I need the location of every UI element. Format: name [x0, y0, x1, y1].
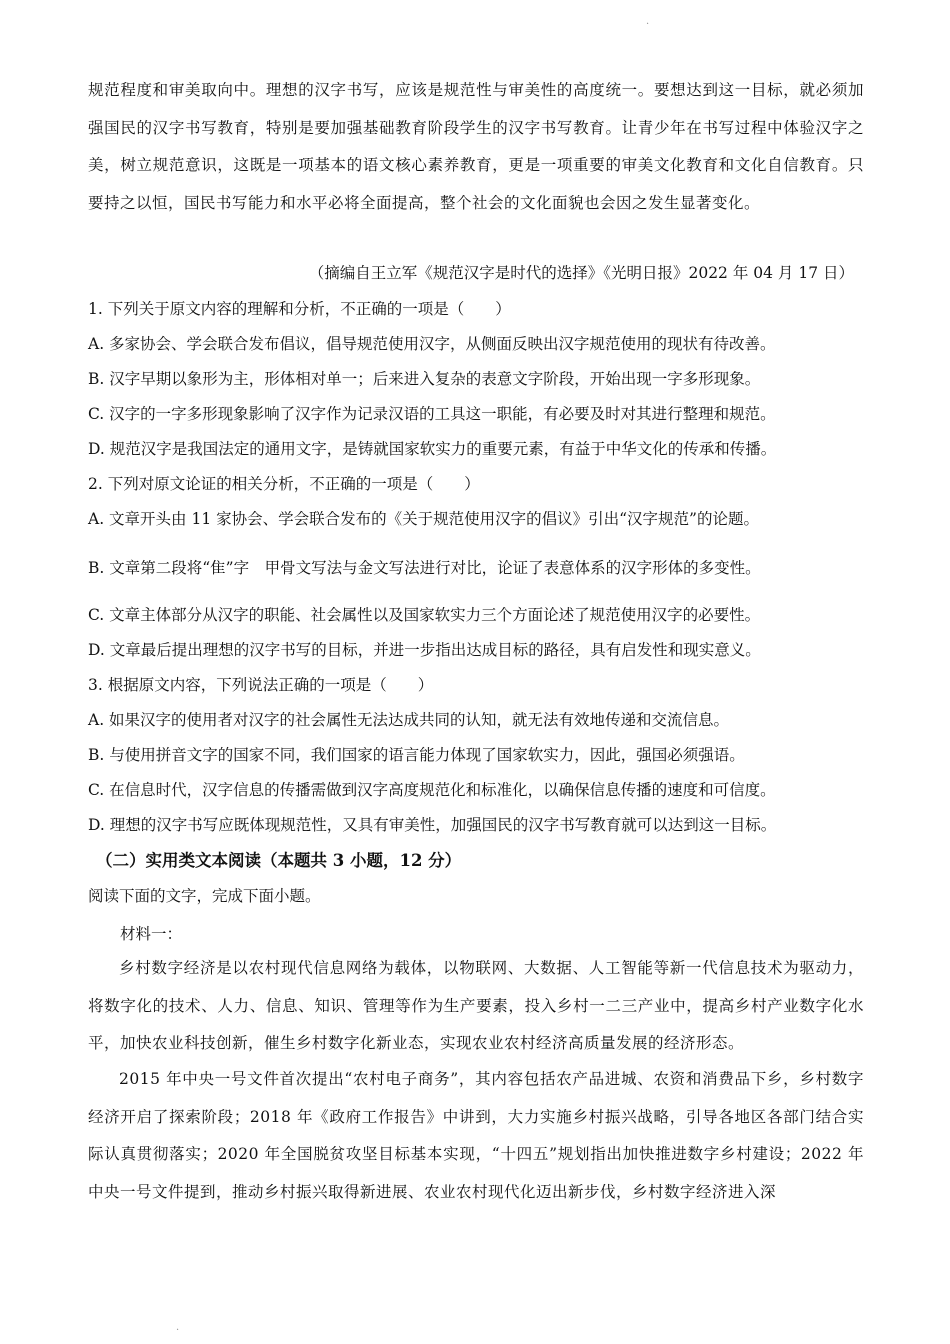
material-label: 材料一：	[120, 925, 183, 943]
question-1-option-c: C. 汉字的一字多形现象影响了汉字作为记录汉语的工具这一职能，有必要及时对其进行整理和规范。	[88, 405, 776, 423]
question-2-option-b: B. 文章第二段将“隹”字 甲骨文写法与金文写法进行对比，论证了表意体系的汉字形体的多变性。	[88, 559, 761, 577]
article-source-citation: （摘编自王立军《规范汉字是时代的选择》《光明日报》2022 年 04 月 17 日）	[308, 264, 854, 282]
question-3-option-d: D. 理想的汉字书写应既体现规范性，又具有审美性，加强国民的汉字书写教育就可以达到这一目标。	[88, 816, 777, 834]
question-2-option-c: C. 文章主体部分从汉字的职能、社会属性以及国家软实力三个方面论述了规范使用汉字的必要性。	[88, 606, 761, 624]
material-paragraph-2: 2015 年中央一号文件首次提出“农村电子商务”，其内容包括农产品进城、农资和消费品下乡，乡村数字经济开启了探索阶段；2018 年《政府工作报告》中讲到，大力实施乡村振兴战略，引导各地区各部门结合实际认真贯彻落实；2020 年全国脱贫攻坚目标基本实现，“十四五”规划指出加快推进数字乡村建设；2022 年中央一号文件提到，推动乡村振兴取得新进展、农业农村现代化迈出新步伐，乡村数字经济进入深	[88, 1070, 864, 1201]
question-3-stem: 3. 根据原文内容，下列说法正确的一项是（ ）	[88, 676, 434, 694]
question-1-option-b: B. 汉字早期以象形为主，形体相对单一；后来进入复杂的表意文字阶段，开始出现一字多形现象。	[88, 370, 761, 388]
header-dot: ·	[646, 19, 650, 30]
question-2-option-d: D. 文章最后提出理想的汉字书写的目标，并进一步指出达成目标的路径，具有启发性和现实意义。	[88, 641, 761, 659]
section-heading: （二）实用类文本阅读（本题共 3 小题，12 分）	[96, 851, 462, 870]
material-paragraph-1: 乡村数字经济是以农村现代信息网络为载体，以物联网、大数据、人工智能等新一代信息技术为驱动力，将数字化的技术、人力、信息、知识、管理等作为生产要素，投入乡村一二三产业中，提高乡村产业数字化水平，加快农业科技创新，催生乡村数字化新业态，实现农业农村经济高质量发展的经济形态。	[88, 959, 864, 1052]
question-2-stem: 2. 下列对原文论证的相关分析，不正确的一项是（ ）	[88, 475, 480, 493]
question-3-option-c: C. 在信息时代，汉字信息的传播需做到汉字高度规范化和标准化，以确保信息传播的速度和可信度。	[88, 781, 776, 799]
reading-instruction: 阅读下面的文字，完成下面小题。	[88, 887, 321, 905]
question-3-option-a: A. 如果汉字的使用者对汉字的社会属性无法达成共同的认知，就无法有效地传递和交流信息。	[88, 711, 730, 729]
question-1-option-a: A. 多家协会、学会联合发布倡议，倡导规范使用汉字，从侧面反映出汉字规范使用的现状有待改善。	[88, 335, 776, 353]
question-1-stem: 1. 下列关于原文内容的理解和分析，不正确的一项是（ ）	[88, 300, 511, 318]
footer-dot: ·	[176, 1325, 180, 1336]
article-closing-paragraph: 规范程度和审美取向中。理想的汉字书写，应该是规范性与审美性的高度统一。要想达到这一目标，就必须加强国民的汉字书写教育，特别是要加强基础教育阶段学生的汉字书写教育。让青少年在书写过程中体验汉字之美，树立规范意识，这既是一项基本的语文核心素养教育，更是一项重要的审美文化教育和文化自信教育。只要持之以恒，国民书写能力和水平必将全面提高，整个社会的文化面貌也会因之发生显著变化。	[88, 81, 864, 212]
question-1-option-d: D. 规范汉字是我国法定的通用文字，是铸就国家软实力的重要元素，有益于中华文化的传承和传播。	[88, 440, 777, 458]
question-3-option-b: B. 与使用拼音文字的国家不同，我们国家的语言能力体现了国家软实力，因此，强国必须强语。	[88, 746, 745, 764]
question-2-option-a: A. 文章开头由 11 家协会、学会联合发布的《关于规范使用汉字的倡议》引出“汉字规范”的论题。	[88, 510, 759, 528]
